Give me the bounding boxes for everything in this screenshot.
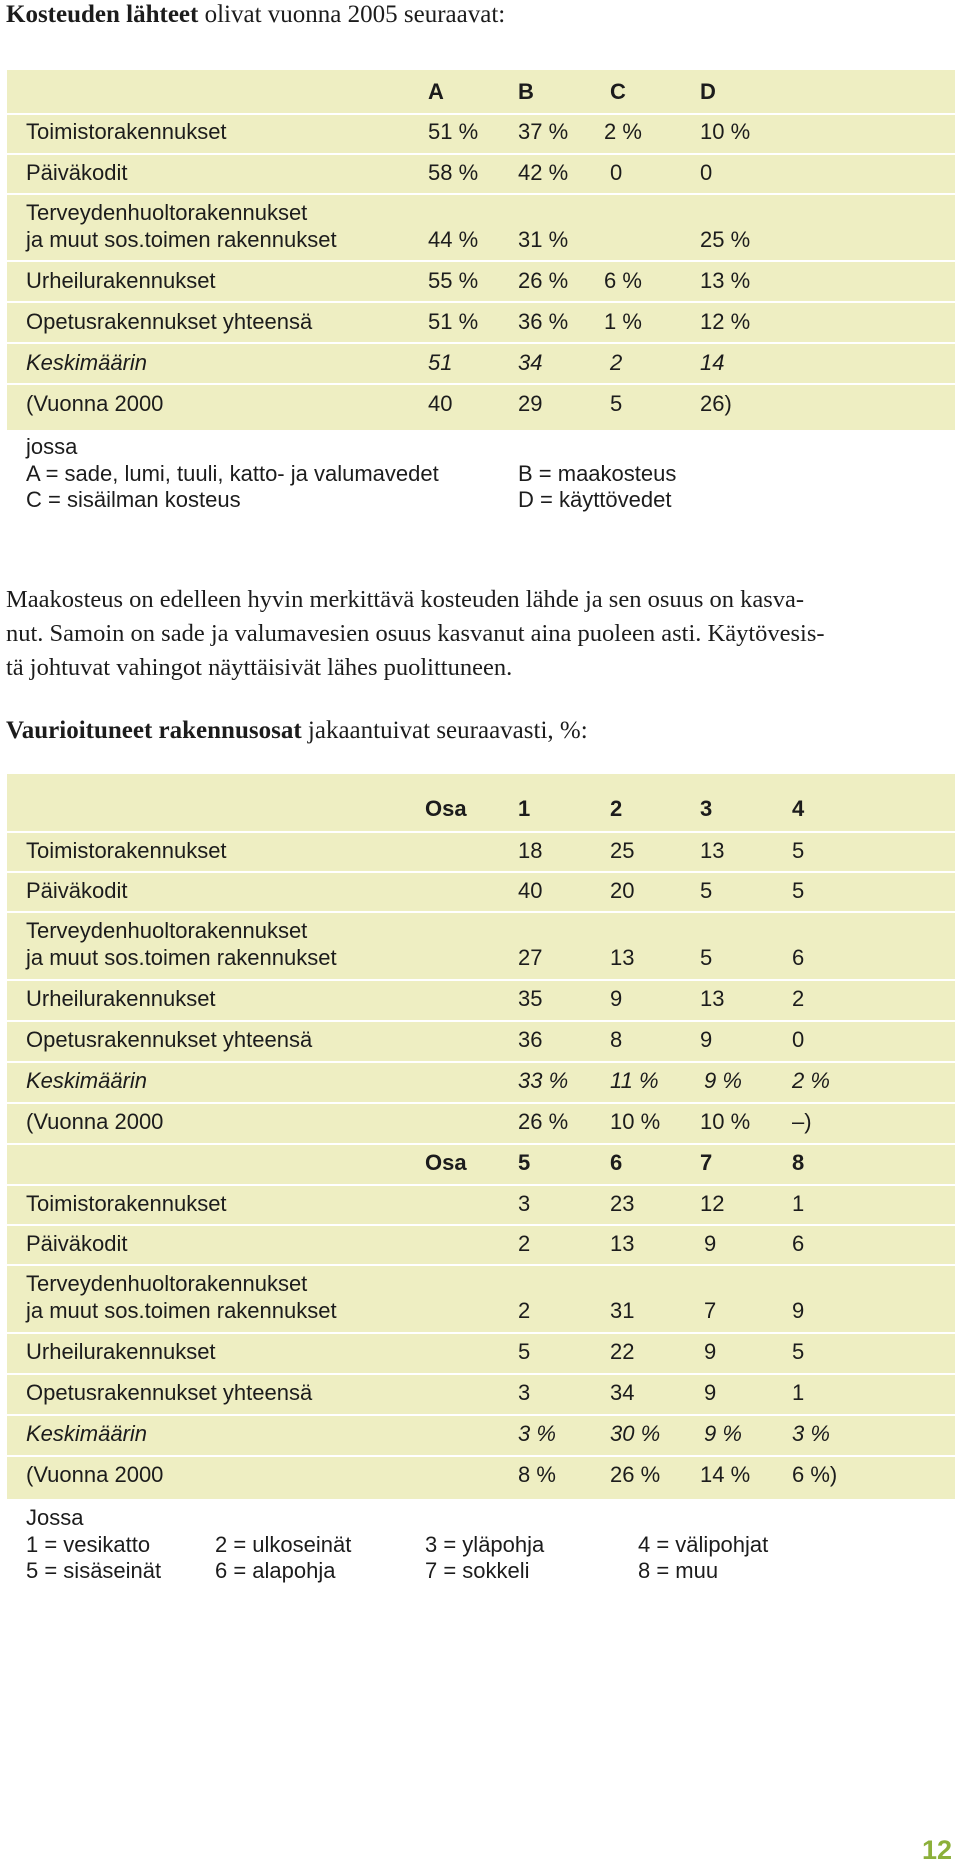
- row-divider: [7, 342, 955, 344]
- cell: 40: [518, 878, 543, 903]
- cell-c: 0: [610, 160, 623, 185]
- row-label: Päiväkodit: [26, 878, 128, 903]
- cell: 9: [704, 1339, 717, 1364]
- cell: 20: [610, 878, 635, 903]
- cell: 13: [610, 1231, 635, 1256]
- cell-b: 26 %: [518, 268, 569, 293]
- body-paragraph: [6, 583, 956, 685]
- legend-item: 6 = alapohja: [215, 1558, 336, 1583]
- cell: 7: [704, 1298, 717, 1323]
- paragraph-line: tä johtuvat vahingot näyttäisivät lähes puolittuneen.: [6, 654, 513, 681]
- heading-rest: olivat vuonna 2005 seuraavat:: [198, 1, 506, 28]
- row-divider: [7, 1184, 955, 1186]
- column-header-c: C: [610, 79, 626, 104]
- cell: 31: [610, 1298, 635, 1323]
- cell-d: 12 %: [700, 309, 751, 334]
- legend-intro: jossa: [26, 434, 78, 459]
- column-header: 8: [792, 1150, 805, 1175]
- row-label: Toimistorakennukset: [26, 1191, 227, 1216]
- cell: 36: [518, 1027, 543, 1052]
- section-heading-damaged-parts: [6, 716, 588, 746]
- column-header: 7: [700, 1150, 713, 1175]
- cell: 11 %: [610, 1068, 659, 1093]
- cell: 14 %: [700, 1462, 751, 1487]
- cell: 1: [792, 1380, 805, 1405]
- column-header: 2: [610, 796, 623, 821]
- row-divider: [7, 153, 955, 155]
- cell: 1: [792, 1191, 805, 1216]
- cell-a: 51 %: [428, 119, 479, 144]
- cell: 13: [610, 945, 635, 970]
- row-divider: [7, 911, 955, 913]
- column-header: 6: [610, 1150, 623, 1175]
- cell: 23: [610, 1191, 635, 1216]
- cell-d: 13 %: [700, 268, 751, 293]
- cell: 22: [610, 1339, 635, 1364]
- cell: 27: [518, 945, 543, 970]
- cell: 6 %): [792, 1462, 838, 1487]
- row-divider: [7, 1102, 955, 1104]
- legend-item-a: A = sade, lumi, tuuli, katto- ja valumavedet: [26, 461, 439, 486]
- cell: 3 %: [518, 1421, 556, 1446]
- row-label: Opetusrakennukset yhteensä: [26, 1027, 313, 1052]
- cell: 8 %: [518, 1462, 556, 1487]
- cell: 26 %: [610, 1462, 661, 1487]
- row-divider: [7, 1414, 955, 1416]
- cell: 2: [518, 1231, 531, 1256]
- cell-b: 37 %: [518, 119, 569, 144]
- row-label: Urheilurakennukset: [26, 986, 216, 1011]
- cell: 5: [792, 878, 805, 903]
- cell-a: 55 %: [428, 268, 479, 293]
- row-label: Urheilurakennukset: [26, 268, 216, 293]
- row-label: Terveydenhuoltorakennukset: [26, 200, 308, 225]
- cell-c: 5: [610, 391, 623, 416]
- row-divider: [7, 260, 955, 262]
- cell: 3: [518, 1191, 531, 1216]
- row-divider: [7, 1264, 955, 1266]
- row-label: Keskimäärin: [26, 350, 148, 375]
- row-label-continued: ja muut sos.toimen rakennukset: [26, 1298, 337, 1323]
- row-label: Urheilurakennukset: [26, 1339, 216, 1364]
- column-header: 1: [518, 796, 531, 821]
- row-label: Toimistorakennukset: [26, 119, 227, 144]
- heading-bold: Kosteuden lähteet: [6, 1, 199, 28]
- header-label: Osa: [425, 1150, 467, 1175]
- cell: 2: [792, 986, 805, 1011]
- legend-item: 2 = ulkoseinät: [215, 1532, 352, 1557]
- cell: 5: [792, 838, 805, 863]
- row-label: Päiväkodit: [26, 160, 128, 185]
- cell-d: 14: [700, 350, 725, 375]
- section-heading-moisture-sources: [6, 0, 505, 30]
- cell: 5: [700, 945, 713, 970]
- legend-intro: Jossa: [26, 1505, 84, 1530]
- paragraph-line: nut. Samoin on sade ja valumavesien osuus kasvanut aina puoleen asti. Käytövesis-: [6, 620, 825, 647]
- row-divider: [7, 301, 955, 303]
- cell-b: 29: [518, 391, 543, 416]
- row-divider: [7, 831, 955, 833]
- cell: 0: [792, 1027, 805, 1052]
- row-label-continued: ja muut sos.toimen rakennukset: [26, 945, 337, 970]
- cell-a: 51 %: [428, 309, 479, 334]
- row-divider: [7, 1224, 955, 1226]
- cell: 5: [700, 878, 713, 903]
- cell-c: 6 %: [604, 268, 642, 293]
- paragraph-line: Maakosteus on edelleen hyvin merkittävä kosteuden lähde ja sen osuus on kasva-: [6, 586, 805, 613]
- cell: 13: [700, 838, 725, 863]
- legend-item: 1 = vesikatto: [26, 1532, 151, 1557]
- row-divider: [7, 1020, 955, 1022]
- row-divider: [7, 1143, 955, 1145]
- cell-a: 40: [428, 391, 453, 416]
- row-divider: [7, 1061, 955, 1063]
- cell-a: 58 %: [428, 160, 479, 185]
- cell: 9: [792, 1298, 805, 1323]
- cell: 10 %: [700, 1109, 751, 1134]
- cell: 9: [704, 1380, 717, 1405]
- legend-item-d: D = käyttövedet: [518, 487, 672, 512]
- legend-item: 4 = välipohjat: [638, 1532, 769, 1557]
- row-label: Terveydenhuoltorakennukset: [26, 1271, 308, 1296]
- row-divider: [7, 979, 955, 981]
- cell: 2 %: [792, 1068, 830, 1093]
- cell-c: 2 %: [604, 119, 642, 144]
- cell: 10 %: [610, 1109, 661, 1134]
- cell-d: 10 %: [700, 119, 751, 144]
- heading-rest: jakaantuivat seuraavasti, %:: [301, 717, 588, 744]
- cell: –): [792, 1109, 812, 1134]
- cell: 9 %: [704, 1068, 742, 1093]
- row-label: Opetusrakennukset yhteensä: [26, 309, 313, 334]
- row-divider: [7, 113, 955, 115]
- heading-bold: Vaurioituneet rakennusosat: [6, 717, 302, 744]
- column-header-d: D: [700, 79, 716, 104]
- row-label: Keskimäärin: [26, 1068, 148, 1093]
- cell: 30 %: [610, 1421, 661, 1446]
- legend-item: 3 = yläpohja: [425, 1532, 545, 1557]
- cell: 25: [610, 838, 635, 863]
- cell: 9: [704, 1231, 717, 1256]
- cell: 9: [700, 1027, 713, 1052]
- cell-d: 0: [700, 160, 713, 185]
- legend-item: 7 = sokkeli: [425, 1558, 530, 1583]
- cell-d: 26): [700, 391, 732, 416]
- row-label: (Vuonna 2000: [26, 1462, 164, 1487]
- cell: 2: [518, 1298, 531, 1323]
- row-divider: [7, 1373, 955, 1375]
- cell-c: 1 %: [604, 309, 642, 334]
- cell-b: 42 %: [518, 160, 569, 185]
- row-divider: [7, 383, 955, 385]
- cell: 13: [700, 986, 725, 1011]
- cell: 8: [610, 1027, 623, 1052]
- cell: 3: [518, 1380, 531, 1405]
- cell: 33 %: [518, 1068, 569, 1093]
- legend-item-b: B = maakosteus: [518, 461, 677, 486]
- row-label: (Vuonna 2000: [26, 391, 164, 416]
- legend-item: 8 = muu: [638, 1558, 719, 1583]
- cell: 34: [610, 1380, 635, 1405]
- cell-b: 36 %: [518, 309, 569, 334]
- cell: 9 %: [704, 1421, 742, 1446]
- header-label: Osa: [425, 796, 467, 821]
- row-label: Terveydenhuoltorakennukset: [26, 918, 308, 943]
- row-label: Toimistorakennukset: [26, 838, 227, 863]
- row-divider: [7, 1455, 955, 1457]
- cell: 9: [610, 986, 623, 1011]
- row-label: Keskimäärin: [26, 1421, 148, 1446]
- page-number: 12: [921, 1835, 952, 1865]
- column-header: 4: [792, 796, 805, 821]
- legend-item: 5 = sisäseinät: [26, 1558, 162, 1583]
- row-label: (Vuonna 2000: [26, 1109, 164, 1134]
- cell: 18: [518, 838, 543, 863]
- cell-d: 25 %: [700, 227, 751, 252]
- cell: 12: [700, 1191, 725, 1216]
- cell-b: 31 %: [518, 227, 569, 252]
- column-header-a: A: [428, 79, 444, 104]
- cell-a: 44 %: [428, 227, 479, 252]
- column-header-b: B: [518, 79, 534, 104]
- cell-b: 34: [518, 350, 543, 375]
- row-label: Päiväkodit: [26, 1231, 128, 1256]
- row-label: Opetusrakennukset yhteensä: [26, 1380, 313, 1405]
- row-label-continued: ja muut sos.toimen rakennukset: [26, 227, 337, 252]
- cell: 5: [792, 1339, 805, 1364]
- cell: 6: [792, 1231, 805, 1256]
- cell: 3 %: [792, 1421, 830, 1446]
- row-divider: [7, 1332, 955, 1334]
- cell: 35: [518, 986, 543, 1011]
- column-header: 3: [700, 796, 713, 821]
- cell-c: 2: [610, 350, 623, 375]
- row-divider: [7, 871, 955, 873]
- cell: 26 %: [518, 1109, 569, 1134]
- cell: 6: [792, 945, 805, 970]
- cell-a: 51: [428, 350, 453, 375]
- legend-item-c: C = sisäilman kosteus: [26, 487, 241, 512]
- row-divider: [7, 193, 955, 195]
- column-header: 5: [518, 1150, 531, 1175]
- cell: 5: [518, 1339, 531, 1364]
